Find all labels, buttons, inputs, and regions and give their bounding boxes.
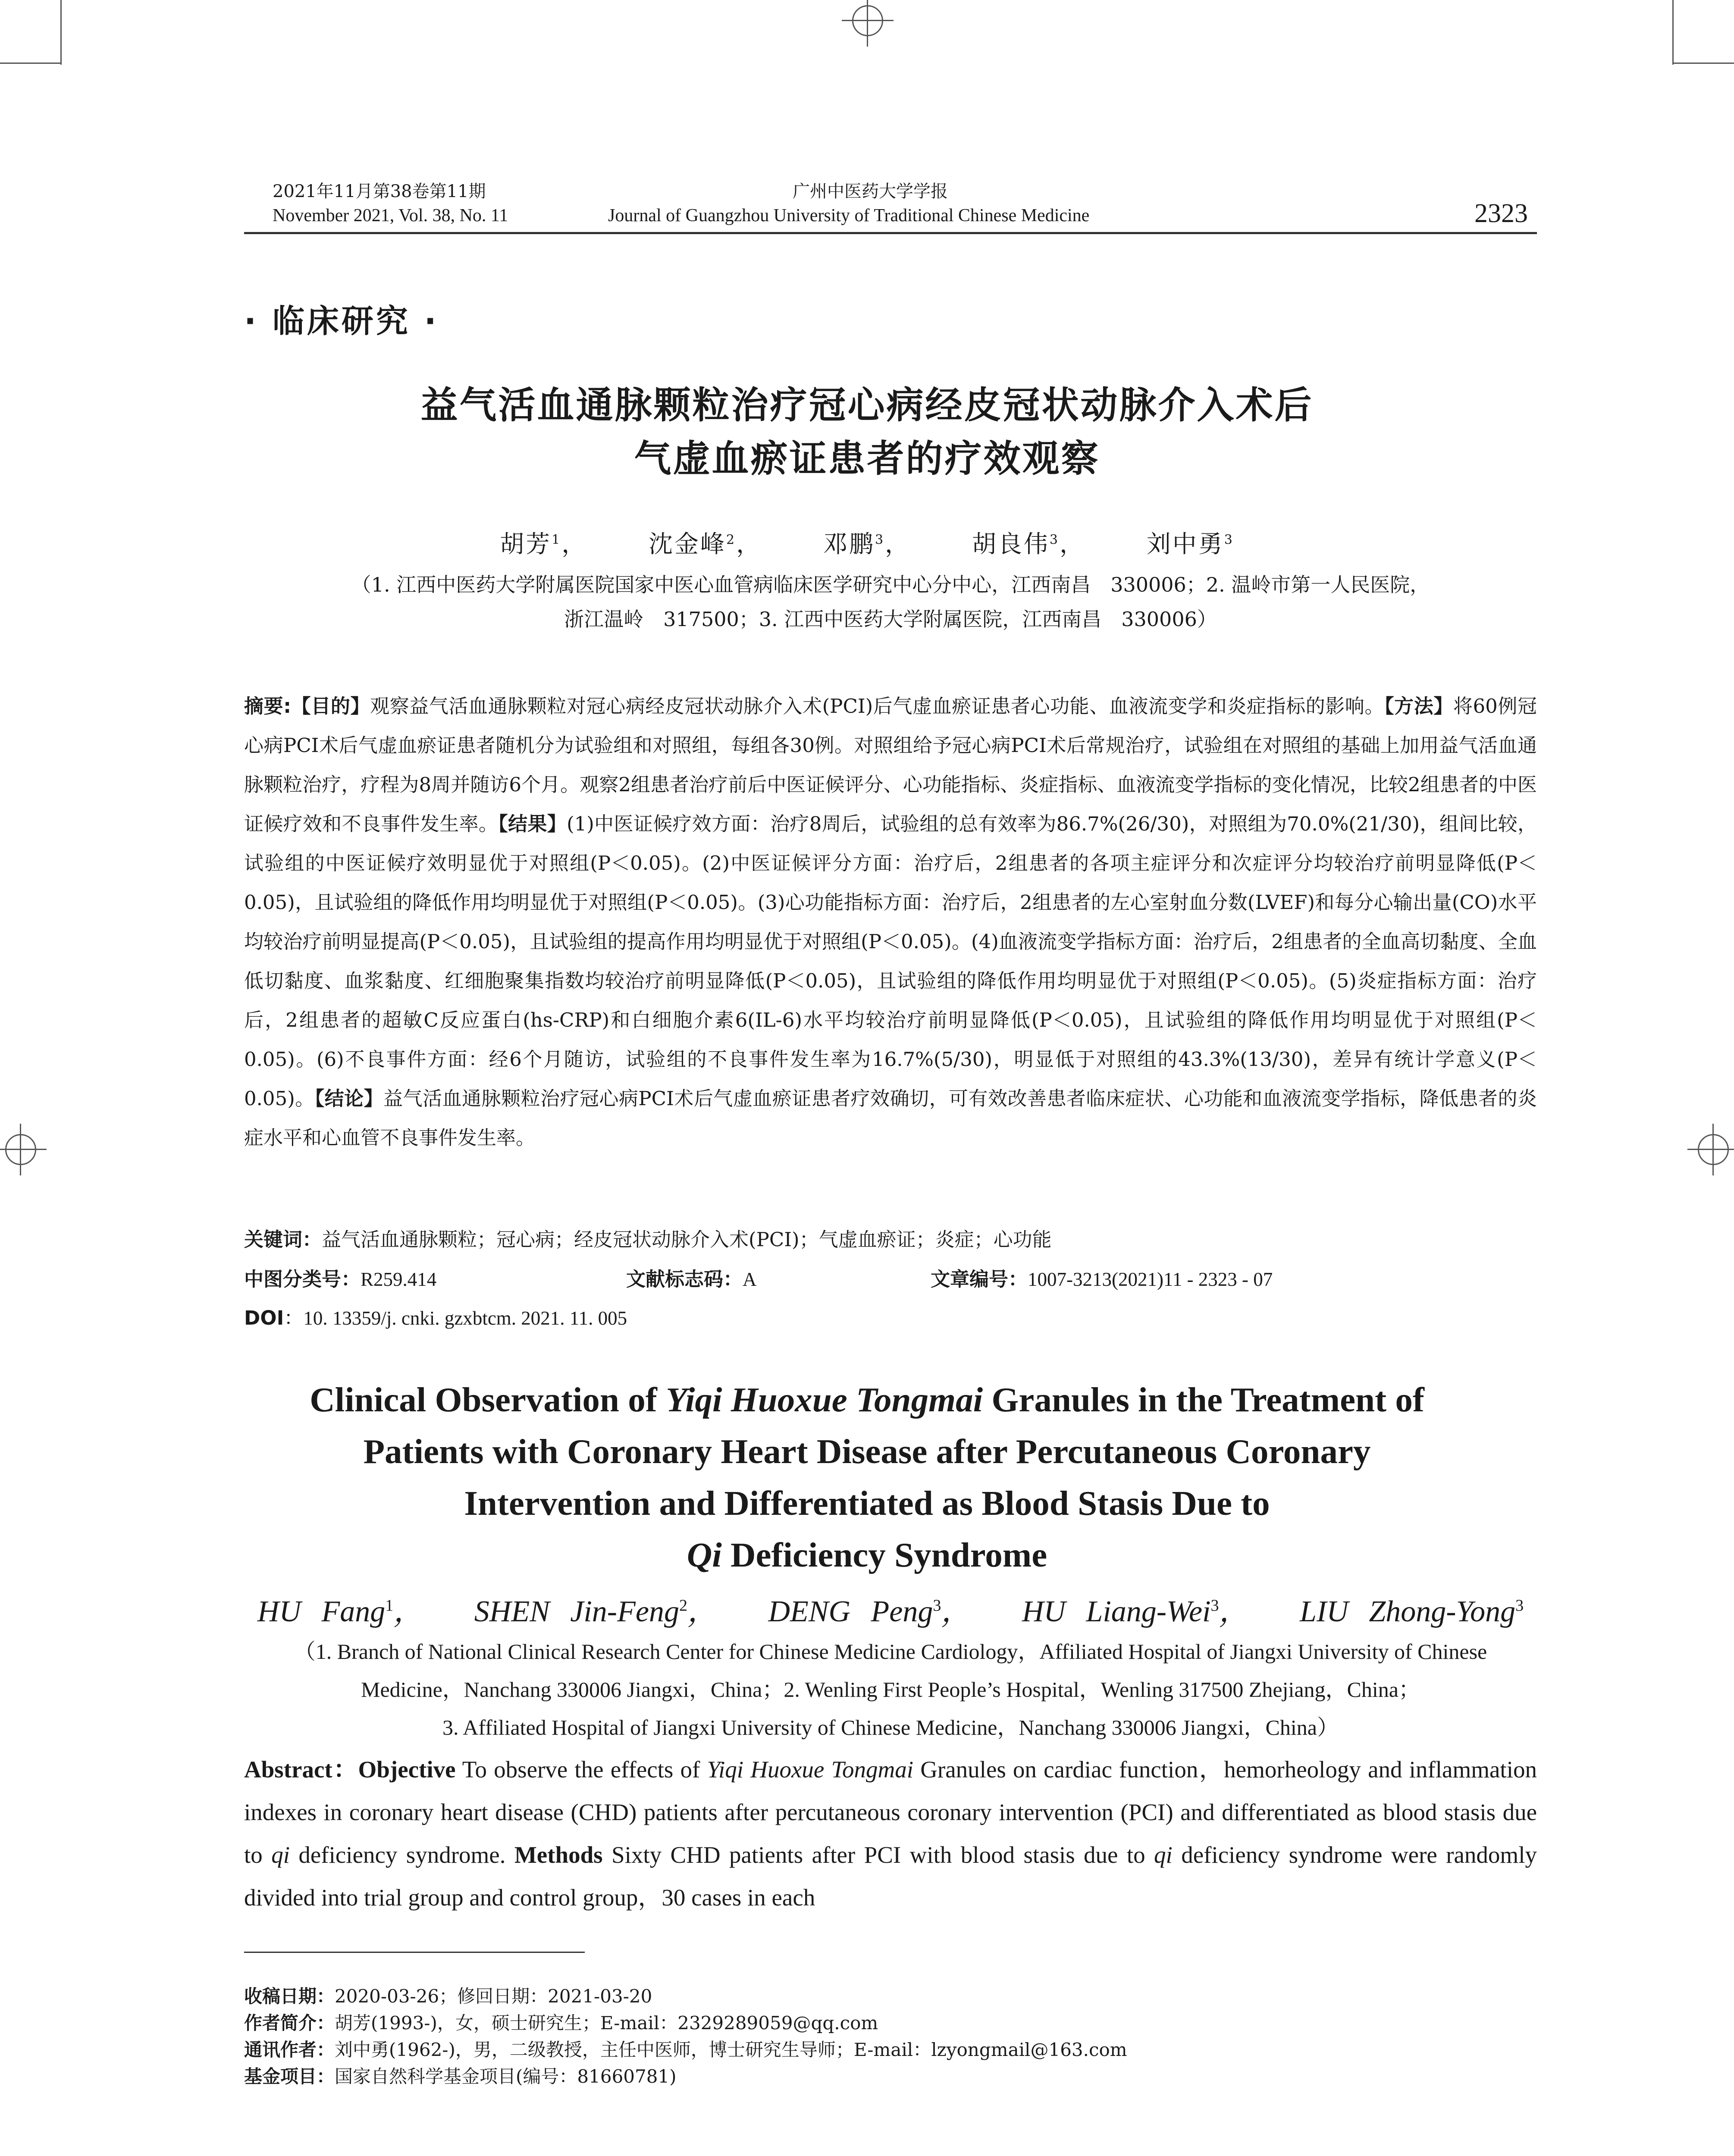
footnote-text: 2020-03-26；修回日期：2021-03-20 (335, 1986, 652, 2007)
crop-mark (60, 0, 62, 65)
header-rule (244, 232, 1537, 234)
doi-label: DOI (244, 1307, 284, 1329)
title-en-line-2: Patients with Coronary Heart Disease after Percutaneous Coronary (363, 1432, 1371, 1471)
conclusion-label: 【结论】 (314, 1087, 384, 1110)
abstract-italic: qi (1154, 1842, 1173, 1868)
title-en-text: Deficiency Syndrome (721, 1536, 1047, 1574)
title-zh-line-1: 益气活血通脉颗粒治疗冠心病经皮冠状动脉介入术后 (420, 384, 1314, 427)
affiliation-zh-line: （1. 江西中医药大学附属医院国家中医心血管病临床医学研究中心分中心，江西南昌 330006；2. 温岭市第一人民医院， (351, 573, 1430, 596)
title-en-line-3: Intervention and Differentiated as Blood Stasis Due to (464, 1484, 1270, 1523)
article-number-label: 文章编号： (931, 1268, 1028, 1291)
registration-mark-icon (1687, 1124, 1734, 1175)
footnote-label: 基金项目： (244, 2066, 335, 2087)
abstract-text: deficiency syndrome. (289, 1842, 514, 1868)
author-name: SHEN Jin-Feng (474, 1595, 679, 1628)
author-list-en: HU Fang$^1$， SHEN Jin-Feng$^2$， DENG Peng$^3$， HU Liang-Wei$^3$， LIU Zhong-Yong$^3$ (257, 1595, 1524, 1628)
author-name: DENG Peng (768, 1595, 933, 1628)
abstract-italic: Yiqi Huoxue Tongmai (707, 1756, 914, 1783)
objective-text: 观察益气活血通脉颗粒对冠心病经皮冠状动脉介入术(PCI)后气虚血瘀证患者心功能、血液流变学和炎症指标的影响。 (370, 695, 1385, 718)
affiliation-marker: 3 (1515, 1596, 1524, 1615)
keywords-value: 益气活血通脉颗粒；冠心病；经皮冠状动脉介入术(PCI)；气虚血瘀证；炎症；心功能 (322, 1228, 1052, 1251)
footnote-rule (244, 1952, 585, 1953)
author-name: HU Fang (257, 1595, 386, 1628)
methods-label: 【方法】 (1384, 695, 1453, 718)
affiliation-marker: 2 (726, 532, 737, 548)
objective-label: 【目的】 (291, 695, 370, 718)
author-list-zh: 胡芳$^1$， 沈金峰$^2$， 邓鹏$^3$， 胡良伟$^3$， 刘中勇$^3$ (500, 530, 1234, 558)
conclusion-text: 益气活血通脉颗粒治疗冠心病PCI术后气虚血瘀证患者疗效确切，可有效改善患者临床症状、心功能和血液流变学指标，降低患者的炎症水平和心血管不良事件发生率。 (244, 1087, 1537, 1149)
affiliation-en (244, 1633, 1537, 1746)
footnote-received (244, 1984, 652, 2009)
keywords-label: 关键词： (244, 1228, 322, 1251)
title-en-line-1 (0, 1380, 1734, 1420)
affiliation-zh-line: 浙江温岭 317500；3. 江西中医药大学附属医院，江西南昌 330006） (564, 608, 1217, 631)
affiliation-en-line: Medicine，Nanchang 330006 Jiangxi，China；2. Wenling First People’s Hospital，Wenling 317500 Zhejiang，China； (361, 1677, 1420, 1702)
results-text: (1)中医证候疗效方面：治疗8周后，试验组的总有效率为86.7%(26/30)，对照组为70.0%(21/30)，组间比较，试验组的中医证候疗效明显优于对照组(P＜0.05)。(2)中医证候评分方面：治疗后，2组患者的各项主症评分和次症评分均较治疗前明显降低(P＜0.05)，且试验组的降低作用均明显优于对照组(P＜0.05)。(3)心功能指标方面：治疗后，2组患者的左心室射血分数(LVEF)和每分心输出量(CO)水平均较治疗前明显提高(P＜0.05)，且试验组的提高作用均明显优于对照组(P＜0.05)。(4)血液流变学指标方面：治疗后，2组患者的全血高切黏度、全血低切黏度、血浆黏度、红细胞聚集指数均较治疗前明显降低(P＜0.05)，且试验组的降低作用均明显优于对照组(P＜0.05)。(5)炎症指标方面：治疗后，2组患者的超敏C反应蛋白(hs-CRP)和白细胞介素6(IL-6)水平均较治疗前明显降低(P＜0.05)，且试验组的降低作用均明显优于对照组(P＜0.05)。(6)不良事件方面：经6个月随访，试验组的不良事件发生率为16.7%(5/30)，明显低于对照组的43.3%(13/30)，差异有统计学意义(P＜0.05)。 (244, 812, 1537, 1110)
title-zh-line-2: 气虚血瘀证患者的疗效观察 (634, 437, 1100, 480)
header-journal-en: Journal of Guangzhou University of Traditional Chinese Medicine (608, 206, 1090, 226)
document-code-label: 文献标志码： (626, 1268, 743, 1291)
document-code-value: A (743, 1269, 757, 1290)
title-en-italic: Yiqi Huoxue Tongmai (665, 1380, 983, 1419)
doi (244, 1302, 627, 1330)
methods-label: Methods (514, 1842, 603, 1868)
affiliation-en-line: 3. Affiliated Hospital of Jiangxi University of Chinese Medicine，Nanchang 330006 Jiangxi，China） (442, 1715, 1339, 1739)
clc-label: 中图分类号： (244, 1268, 361, 1291)
footnote-label: 收稿日期： (244, 1986, 335, 2007)
abstract-label: 摘要: (244, 695, 292, 718)
affiliation-marker: 3 (1224, 532, 1234, 548)
footnote-text: 胡芳(1993-)，女，硕士研究生；E-mail：2329289059@qq.com (335, 2012, 878, 2034)
affiliation-marker: 1 (385, 1596, 394, 1615)
affiliation-marker: 2 (679, 1596, 687, 1615)
abstract-zh (244, 686, 1537, 1157)
clc-number (244, 1263, 436, 1291)
author-name: HU Liang-Wei (1022, 1595, 1211, 1628)
abstract-text: Granules on cardiac function，hemorheology and inflammation indexes in coronary heart disease (CHD) patients after percutaneous coronary intervention (PCI) and differentiated as blood stasis due to (244, 1756, 1537, 1868)
article-number-value: 1007-3213(2021)11 - 2323 - 07 (1028, 1269, 1273, 1290)
registration-mark-icon (842, 0, 894, 47)
header-journal-zh: 广州中医药大学学报 (793, 182, 948, 201)
abstract-italic: qi (271, 1842, 290, 1868)
footnote-text: 刘中勇(1962-)，男，二级教授，主任中医师，博士研究生导师；E-mail：lzyongmail@163.com (335, 2039, 1127, 2060)
document-code (626, 1263, 757, 1291)
crop-mark (1672, 63, 1734, 64)
results-label: 【结果】 (498, 812, 567, 835)
section-label: · 临床研究 · (244, 303, 439, 340)
abstract-label: Abstract： (244, 1756, 358, 1783)
abstract-text: To observe the effects of (455, 1756, 707, 1783)
clc-value: R259.414 (361, 1269, 437, 1290)
crop-mark (0, 63, 60, 64)
abstract-text: deficiency syndrome were randomly divided into trial group and control group，30 cases in each (244, 1842, 1537, 1911)
title-en-line-4 (0, 1535, 1734, 1575)
affiliation-marker: 3 (1210, 1596, 1219, 1615)
author-name: LIU Zhong-Yong (1300, 1595, 1516, 1628)
author-name: 邓鹏 (823, 530, 875, 558)
crop-mark (1672, 0, 1674, 65)
affiliation-marker: 1 (552, 532, 562, 548)
affiliation-zh (244, 567, 1537, 636)
objective-label: Objective (358, 1756, 456, 1783)
title-en-text: Granules in the Treatment of (983, 1380, 1424, 1419)
footnote-corresponding (244, 2037, 1127, 2063)
header-issue-en: November 2021, Vol. 38, No. 11 (273, 206, 508, 226)
header-issue-zh: 2021年11月第38卷第11期 (273, 182, 486, 201)
author-name: 胡芳 (500, 530, 552, 558)
author-name: 沈金峰 (649, 530, 727, 558)
doi-value: ：10. 13359/j. cnki. gzxbtcm. 2021. 11. 005 (284, 1307, 627, 1329)
footnote-author (244, 2010, 878, 2036)
footnote-text: 国家自然科学基金项目(编号：81660781) (335, 2066, 677, 2087)
affiliation-marker: 3 (1049, 532, 1060, 548)
footnote-label: 通讯作者： (244, 2039, 335, 2060)
footnote-funding (244, 2064, 677, 2090)
footnote-label: 作者简介： (244, 2012, 335, 2034)
affiliation-marker: 3 (875, 532, 885, 548)
article-number (931, 1263, 1273, 1291)
title-en-text: Clinical Observation of (310, 1380, 666, 1419)
title-en-italic: Qi (687, 1536, 722, 1574)
methods-text: 将60例冠心病PCI术后气虚血瘀证患者随机分为试验组和对照组，每组各30例。对照组给予冠心病PCI术后常规治疗，试验组在对照组的基础上加用益气活血通脉颗粒治疗，疗程为8周并随访6个月。观察2组患者治疗前后中医证候评分、心功能指标、炎症指标、血液流变学指标的变化情况，比较2组患者的中医证候疗效和不良事件发生率。 (244, 695, 1537, 835)
registration-mark-icon (0, 1124, 47, 1175)
author-name: 胡良伟 (972, 530, 1050, 558)
abstract-en (244, 1748, 1537, 1919)
author-name: 刘中勇 (1146, 530, 1224, 558)
keywords-zh (244, 1224, 1052, 1252)
affiliation-en-line: （1. Branch of National Clinical Research Center for Chinese Medicine Cardiology，Affiliated Hospital of Jiangxi University of Chinese (294, 1639, 1487, 1664)
abstract-text: Sixty CHD patients after PCI with blood stasis due to (602, 1842, 1154, 1868)
page-number: 2323 (1474, 199, 1528, 228)
affiliation-marker: 3 (933, 1596, 941, 1615)
